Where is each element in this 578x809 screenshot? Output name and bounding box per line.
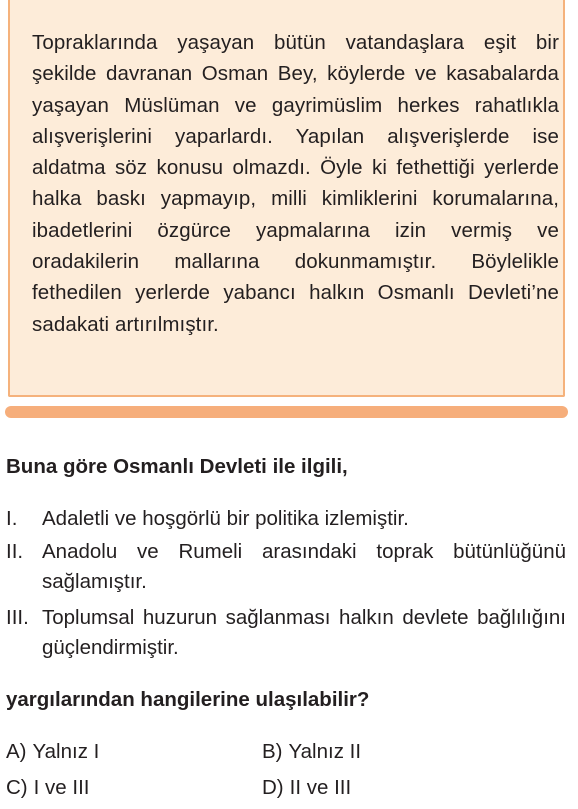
option-letter: B) bbox=[262, 740, 283, 763]
divider-bar bbox=[5, 406, 568, 418]
statement-3 bbox=[6, 603, 566, 663]
option-text: Yalnız I bbox=[32, 740, 100, 763]
statement-1 bbox=[6, 504, 566, 534]
statement-text: Adaletli ve hoşgörlü bir politika izlemiştir. bbox=[42, 507, 409, 530]
statement-number: II. bbox=[6, 540, 24, 563]
statement-2 bbox=[6, 537, 566, 597]
option-text: II ve III bbox=[289, 776, 352, 799]
question-prompt: yargılarından hangilerine ulaşılabilir? bbox=[6, 688, 370, 711]
statement-text: Anadolu ve Rumeli arasındaki toprak bütünlüğünü sağlamıştır. bbox=[42, 540, 566, 593]
statement-number: I. bbox=[6, 507, 18, 530]
option-letter: D) bbox=[262, 776, 284, 799]
option-text: Yalnız II bbox=[288, 740, 362, 763]
option-letter: A) bbox=[6, 740, 27, 763]
option-letter: C) bbox=[6, 776, 28, 799]
option-text: I ve III bbox=[33, 776, 90, 799]
passage-box bbox=[8, 0, 565, 397]
answer-option-b[interactable] bbox=[262, 738, 361, 766]
statement-text: Toplumsal huzurun sağlanması halkın devlete bağlılığını güçlendirmiştir. bbox=[42, 606, 566, 659]
answer-option-a[interactable] bbox=[6, 738, 99, 766]
answer-option-d[interactable] bbox=[262, 774, 351, 802]
passage-text: Topraklarında yaşayan bütün vatandaşlara eşit bir şekilde davranan Osman Bey, köylerde ve kasabalarda yaşayan Müslüman ve gayrimüslim herkes rahatlıkla alışverişlerini yaparlardı. Yapılan alışverişlerde ise aldatma söz konusu olmazdı. Öyle ki fethettiği yerlerde halka baskı yapmayıp, milli kimliklerini korumalarına, ibadetlerini özgürce yapmalarına izin vermiş ve oradakilerin mallarına dokunmamıştır. Böylelikle fethedilen yerlerde yabancı halkın Osmanlı Devleti’ne sadakati artırılmıştır. bbox=[32, 31, 559, 336]
question-stem: Buna göre Osmanlı Devleti ile ilgili, bbox=[6, 455, 348, 478]
answer-option-c[interactable] bbox=[6, 774, 89, 802]
statement-number: III. bbox=[6, 606, 29, 629]
